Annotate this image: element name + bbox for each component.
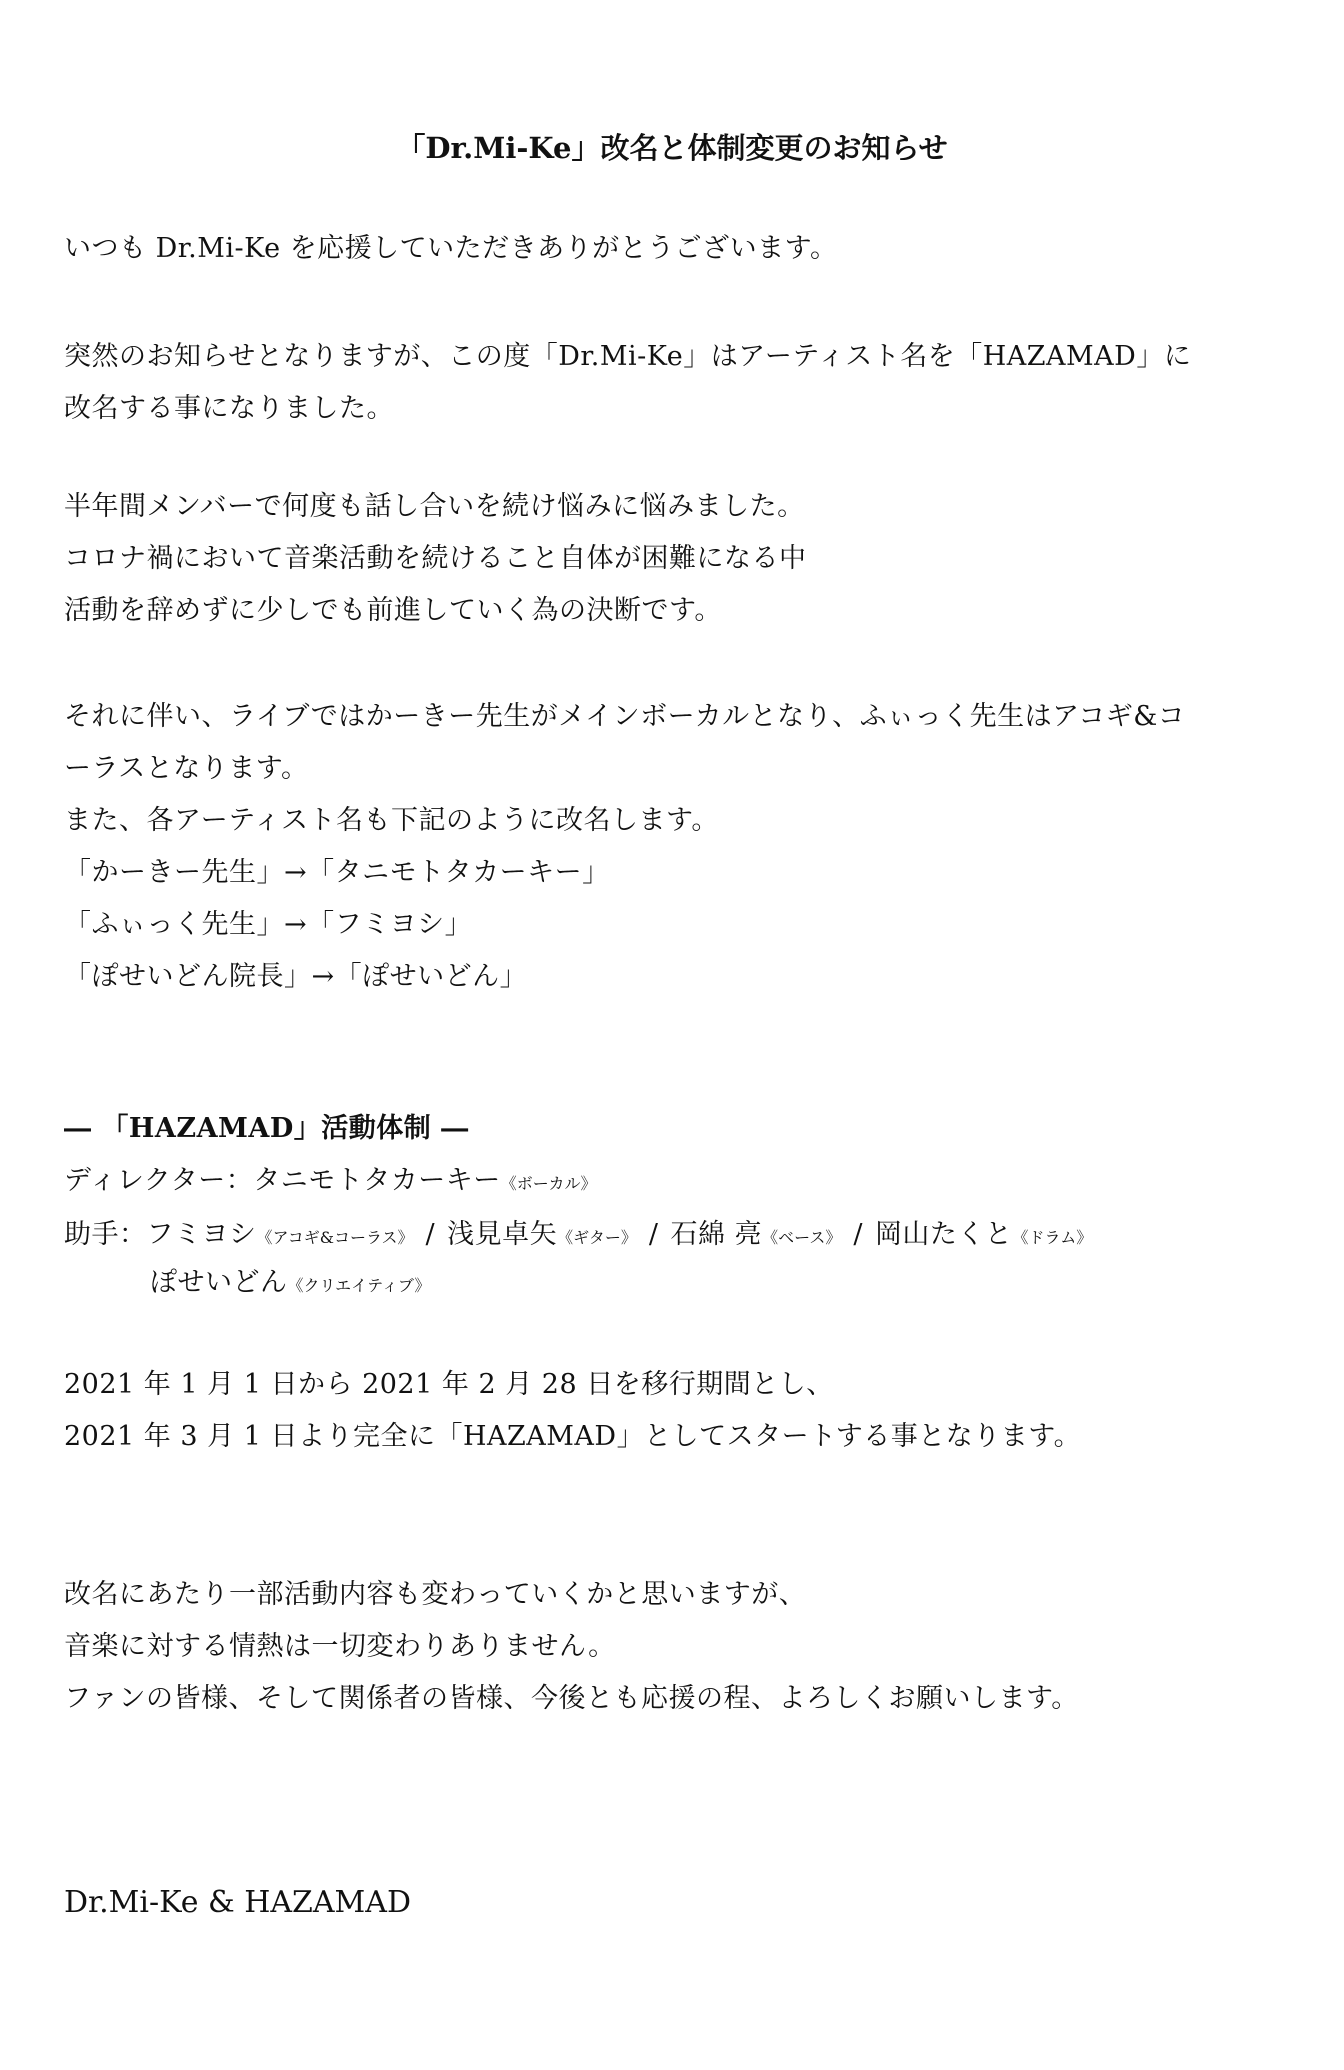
reason-line-3: 活動を辞めずに少しでも前進していく為の決断です。 bbox=[64, 595, 722, 626]
separator: / bbox=[425, 1219, 436, 1250]
changes-line-1: それに伴い、ライブではかーきー先生がメインボーカルとなり、ふぃっく先生はアコギ&コ bbox=[64, 701, 1186, 732]
assistant-label: 助手： bbox=[64, 1219, 147, 1250]
separator: / bbox=[853, 1219, 863, 1250]
reason-line-2: コロナ禍において音楽活動を続けること自体が困難になる中 bbox=[64, 543, 807, 574]
rename-item-2: 「ふぃっく先生」→「フミヨシ」 bbox=[64, 909, 473, 940]
director-role: 《ボーカル》 bbox=[500, 1174, 597, 1193]
director-line bbox=[64, 1164, 596, 1201]
closing-line-1: 改名にあたり一部活動内容も変わっていくかと思いますが、 bbox=[64, 1579, 807, 1610]
changes-line-3: また、各アーティスト名も下記のように改名します。 bbox=[64, 805, 719, 836]
changes-line-2: ーラスとなります。 bbox=[64, 753, 309, 784]
page-title: 「Dr.Mi-Ke」改名と体制変更のお知らせ bbox=[396, 131, 948, 165]
member-name: 岡山たくと bbox=[874, 1219, 1013, 1250]
member-name: 浅見卓矢 bbox=[447, 1219, 558, 1250]
extra-member-line bbox=[150, 1266, 430, 1303]
schedule-line-2: 2021 年 3 月 1 日より完全に「HAZAMAD」としてスタートする事となります。 bbox=[64, 1421, 1082, 1452]
announce-line-1: 突然のお知らせとなりますが、この度「Dr.Mi-Ke」はアーティスト名を「HAZAMAD」に bbox=[64, 341, 1192, 372]
member-role: 《ベース》 bbox=[762, 1228, 842, 1247]
member-role: 《アコギ&コーラス》 bbox=[256, 1228, 414, 1247]
rename-item-1: 「かーきー先生」→「タニモトタカーキー」 bbox=[64, 857, 610, 888]
member-name: フミヨシ bbox=[146, 1219, 257, 1250]
separator: / bbox=[648, 1219, 659, 1250]
member-role: 《ギター》 bbox=[557, 1228, 637, 1247]
closing-line-3: ファンの皆様、そして関係者の皆様、今後とも応援の程、よろしくお願いします。 bbox=[64, 1683, 1079, 1714]
signature: Dr.Mi-Ke & HAZAMAD bbox=[64, 1885, 411, 1920]
member-role: 《ドラム》 bbox=[1012, 1228, 1093, 1247]
rename-item-3: 「ぽせいどん院長」→「ぽせいどん」 bbox=[64, 961, 528, 992]
announce-line-2: 改名する事になりました。 bbox=[64, 393, 394, 424]
schedule-line-1: 2021 年 1 月 1 日から 2021 年 2 月 28 日を移行期間とし、 bbox=[64, 1369, 834, 1400]
member-name: 石綿 亮 bbox=[670, 1219, 763, 1250]
director-label: ディレクター：タニモトタカーキー bbox=[64, 1165, 501, 1196]
greeting-text: いつも Dr.Mi-Ke を応援していただきありがとうございます。 bbox=[64, 233, 838, 264]
member-role: 《クリエイティブ》 bbox=[287, 1276, 431, 1295]
reason-line-1: 半年間メンバーで何度も話し合いを続け悩みに悩みました。 bbox=[64, 491, 805, 522]
lineup-heading: ― 「HAZAMAD」活動体制 ― bbox=[64, 1113, 469, 1144]
closing-line-2: 音楽に対する情熱は一切変わりありません。 bbox=[64, 1631, 616, 1662]
member-name: ぽせいどん bbox=[150, 1267, 288, 1298]
assistant-line bbox=[64, 1218, 1092, 1255]
